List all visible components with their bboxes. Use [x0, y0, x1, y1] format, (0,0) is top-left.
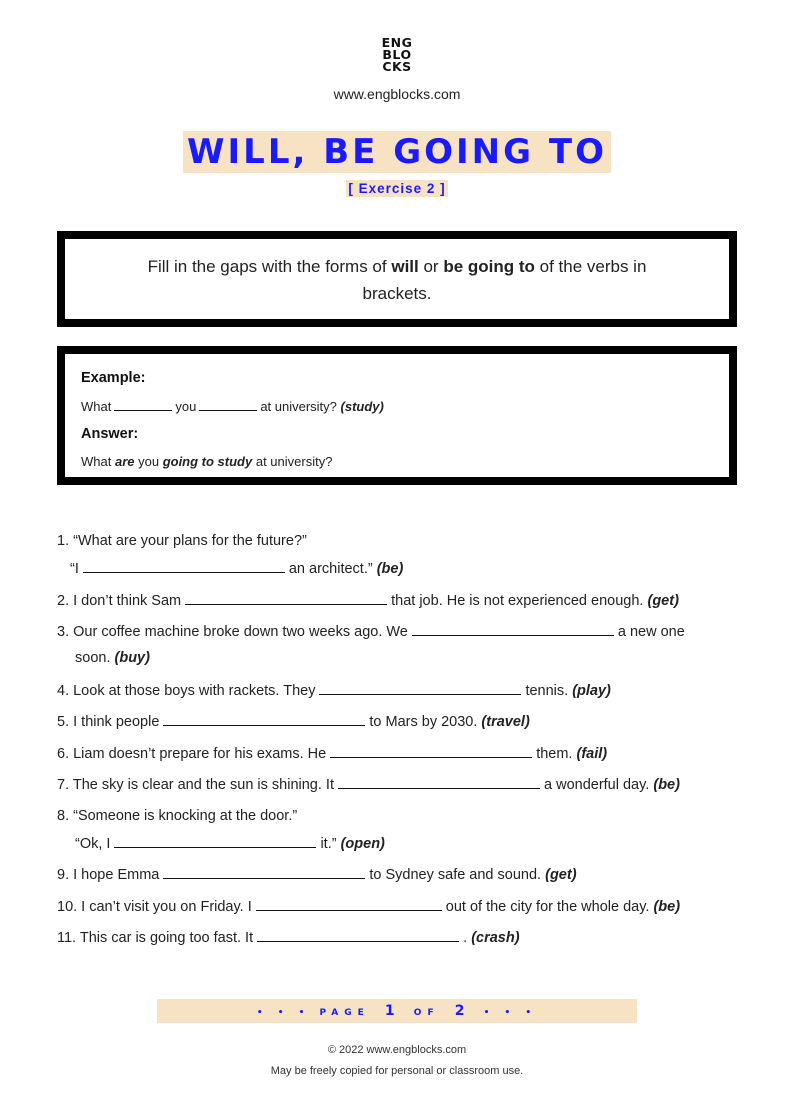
verb-hint: (crash): [471, 930, 520, 946]
example-q-part: What: [81, 399, 112, 414]
answer-blank[interactable]: [319, 680, 521, 695]
question-text: tennis.: [525, 683, 569, 699]
verb-hint: (be): [653, 899, 681, 915]
verb-hint: (play): [572, 683, 611, 699]
question-4: [57, 680, 611, 701]
example-hint: (study): [340, 399, 384, 414]
question-9: [57, 864, 577, 885]
example-box: [57, 346, 737, 485]
answer-blank[interactable]: [163, 864, 365, 879]
of-word: OF: [413, 1008, 440, 1018]
verb-hint: (be): [653, 777, 680, 793]
instr-pre: Fill in the gaps with the forms of: [147, 257, 392, 276]
question-1-line1: 1. “What are your plans for the future?”: [57, 533, 307, 549]
verb-hint: (get): [545, 867, 577, 883]
page-title: WILL, BE GOING TO: [183, 131, 611, 173]
example-q-part: you: [175, 399, 197, 414]
logo-line: CKS: [382, 59, 412, 74]
site-url[interactable]: www.engblocks.com: [333, 86, 461, 102]
answer-blank[interactable]: [412, 621, 614, 636]
question-text: .: [463, 930, 468, 946]
question-3: [57, 621, 685, 642]
verb-hint: (open): [340, 836, 385, 852]
instr-going: be going to: [443, 257, 535, 276]
page-number: 1: [384, 1003, 399, 1019]
question-text: “I: [70, 561, 79, 577]
question-text: a new one: [617, 624, 685, 640]
instr-post: of the verbs in brackets.: [362, 257, 647, 303]
answer-label: Answer:: [81, 426, 139, 442]
question-text: it.”: [320, 836, 337, 852]
answer-blank[interactable]: [114, 833, 316, 848]
question-text: 5. I think people: [57, 714, 160, 730]
question-7: [57, 774, 680, 795]
verb-hint: (be): [376, 561, 404, 577]
instructions-box: [57, 231, 737, 327]
question-8: [75, 833, 385, 854]
question-1: [70, 558, 403, 579]
question-text: out of the city for the whole day.: [445, 899, 650, 915]
answer-blank[interactable]: [83, 558, 285, 573]
question-text: to Sydney safe and sound.: [369, 867, 542, 883]
answer-blank[interactable]: [185, 590, 387, 605]
verb-hint: (travel): [481, 714, 530, 730]
answer-blank[interactable]: [257, 927, 459, 942]
example-q-part: at university?: [260, 399, 337, 414]
question-8-line1: 8. “Someone is knocking at the door.”: [57, 808, 298, 824]
instr-or: or: [418, 257, 444, 276]
instr-will: will: [391, 257, 419, 276]
logo-line: BLO: [382, 47, 412, 62]
answer-part: What: [81, 454, 115, 469]
question-text: a wonderful day.: [544, 777, 650, 793]
exercise-label: [ Exercise 2 ]: [348, 181, 446, 196]
example-blank: [199, 398, 257, 411]
page-indicator: [157, 999, 637, 1023]
question-text: 6. Liam doesn’t prepare for his exams. He: [57, 746, 327, 762]
question-11: [57, 927, 520, 948]
answer-part: at university?: [252, 454, 333, 469]
page-word: PAGE: [319, 1008, 370, 1018]
question-6: [57, 743, 607, 764]
question-text: “Ok, I: [75, 836, 111, 852]
question-text: 9. I hope Emma: [57, 867, 160, 883]
question-2: [57, 590, 679, 611]
verb-hint: (buy): [114, 650, 150, 666]
answer-blank[interactable]: [256, 896, 442, 911]
question-3-line2: [75, 648, 150, 668]
question-text: 4. Look at those boys with rackets. They: [57, 683, 316, 699]
question-5: [57, 711, 530, 732]
answer-blank[interactable]: [163, 711, 365, 726]
usage-note: May be freely copied for personal or classroom use.: [270, 1065, 524, 1077]
answer-going: going to study: [162, 454, 253, 469]
answer-blank[interactable]: [330, 743, 532, 758]
question-text: 3. Our coffee machine broke down two weeks ago. We: [57, 624, 408, 640]
engblocks-logo: [0, 37, 794, 73]
example-label: Example:: [81, 370, 146, 386]
dots-left: • • •: [256, 1008, 311, 1018]
title-wrap: [0, 131, 794, 173]
example-blank: [114, 398, 172, 411]
example-answer: [81, 454, 332, 469]
question-text: an architect.”: [288, 561, 373, 577]
verb-hint: (get): [647, 593, 679, 609]
page-total: 2: [454, 1003, 469, 1019]
logo-line: ENG: [381, 35, 413, 50]
example-question: [81, 398, 384, 414]
answer-blank[interactable]: [338, 774, 540, 789]
verb-hint: (fail): [576, 746, 608, 762]
instructions-text: [115, 253, 679, 307]
question-text: 11. This car is going too fast. It: [57, 930, 254, 946]
question-text: them.: [536, 746, 573, 762]
question-10: [57, 896, 680, 917]
question-text: 2. I don’t think Sam: [57, 593, 182, 609]
question-text: to Mars by 2030.: [369, 714, 478, 730]
subtitle-wrap: [0, 180, 794, 198]
answer-are: are: [114, 454, 135, 469]
question-text: that job. He is not experienced enough.: [391, 593, 644, 609]
question-text: soon.: [75, 650, 111, 666]
answer-part: you: [134, 454, 163, 469]
question-text: 7. The sky is clear and the sun is shining. It: [57, 777, 334, 793]
dots-right: • • •: [483, 1008, 538, 1018]
copyright: © 2022 www.engblocks.com: [327, 1044, 467, 1056]
question-text: 10. I can’t visit you on Friday. I: [57, 899, 252, 915]
